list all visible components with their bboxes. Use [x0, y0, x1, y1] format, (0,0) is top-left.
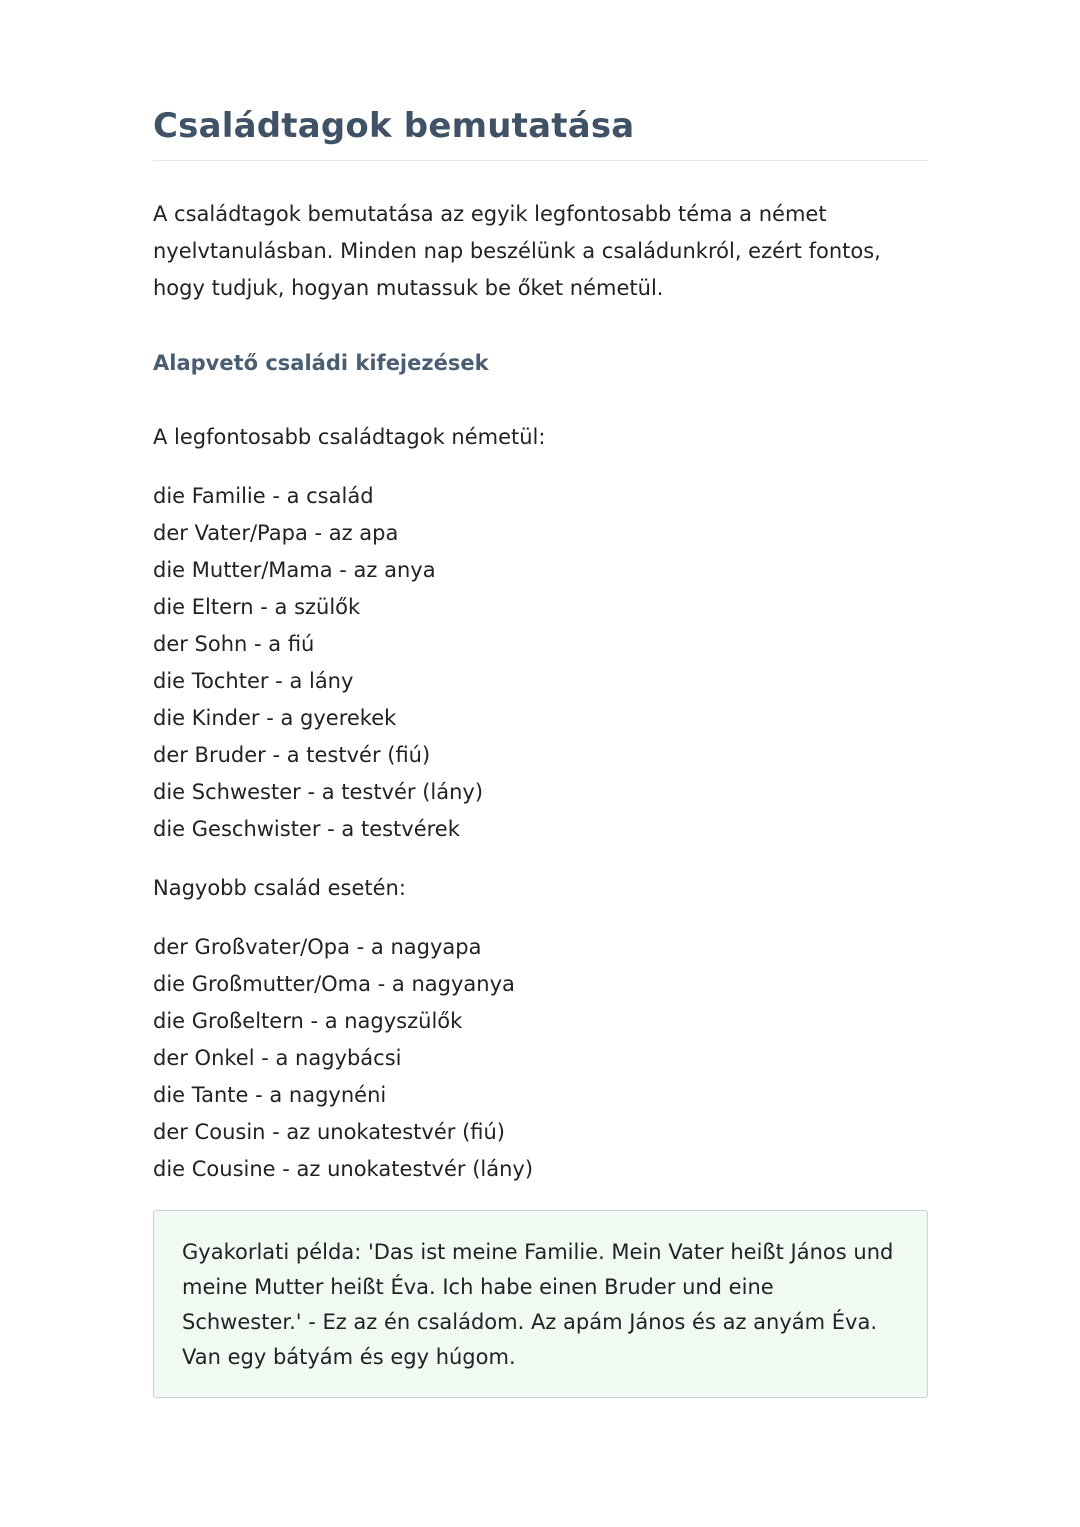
basic-terms-list — [153, 478, 928, 848]
vocab-item: die Eltern - a szülők — [153, 595, 361, 619]
basic-terms-lead: A legfontosabb családtagok németül: — [153, 425, 546, 449]
vocab-item: die Großmutter/Oma - a nagyanya — [153, 972, 515, 996]
vocab-item: der Cousin - az unokatestvér (fiú) — [153, 1120, 505, 1144]
section-heading: Alapvető családi kifejezések — [153, 351, 489, 375]
intro-paragraph: A családtagok bemutatása az egyik legfontosabb téma a német nyelvtanulásban. Minden nap beszélünk a családunkról, ezért fontos, hogy tudjuk, hogyan mutassuk be őket németül. — [153, 202, 881, 300]
vocab-item: die Kinder - a gyerekek — [153, 706, 397, 730]
vocab-item: der Bruder - a testvér (fiú) — [153, 743, 431, 767]
title-divider — [153, 160, 928, 161]
example-callout — [153, 1210, 928, 1398]
vocab-item: die Geschwister - a testvérek — [153, 817, 460, 841]
vocab-item: die Schwester - a testvér (lány) — [153, 780, 484, 804]
vocab-item: der Vater/Papa - az apa — [153, 521, 399, 545]
vocab-item: der Großvater/Opa - a nagyapa — [153, 935, 482, 959]
vocab-item: die Großeltern - a nagyszülők — [153, 1009, 463, 1033]
vocab-item: die Familie - a család — [153, 484, 374, 508]
page-title: Családtagok bemutatása — [153, 106, 635, 146]
vocab-item: die Tochter - a lány — [153, 669, 354, 693]
vocab-item: der Onkel - a nagybácsi — [153, 1046, 402, 1070]
vocab-item: die Cousine - az unokatestvér (lány) — [153, 1157, 534, 1181]
vocab-item: die Tante - a nagynéni — [153, 1083, 387, 1107]
article — [153, 100, 928, 1398]
extended-terms-lead: Nagyobb család esetén: — [153, 876, 406, 900]
example-text: Gyakorlati példa: 'Das ist meine Familie. Mein Vater heißt János und meine Mutter heißt Éva. Ich habe einen Bruder und eine Schwester.' - Ez az én családom. Az apám János és az anyám Éva. Van egy bátyám és egy húgom. — [182, 1240, 894, 1369]
vocab-item: der Sohn - a fiú — [153, 632, 315, 656]
vocab-item: die Mutter/Mama - az anya — [153, 558, 436, 582]
extended-terms-list — [153, 929, 928, 1188]
